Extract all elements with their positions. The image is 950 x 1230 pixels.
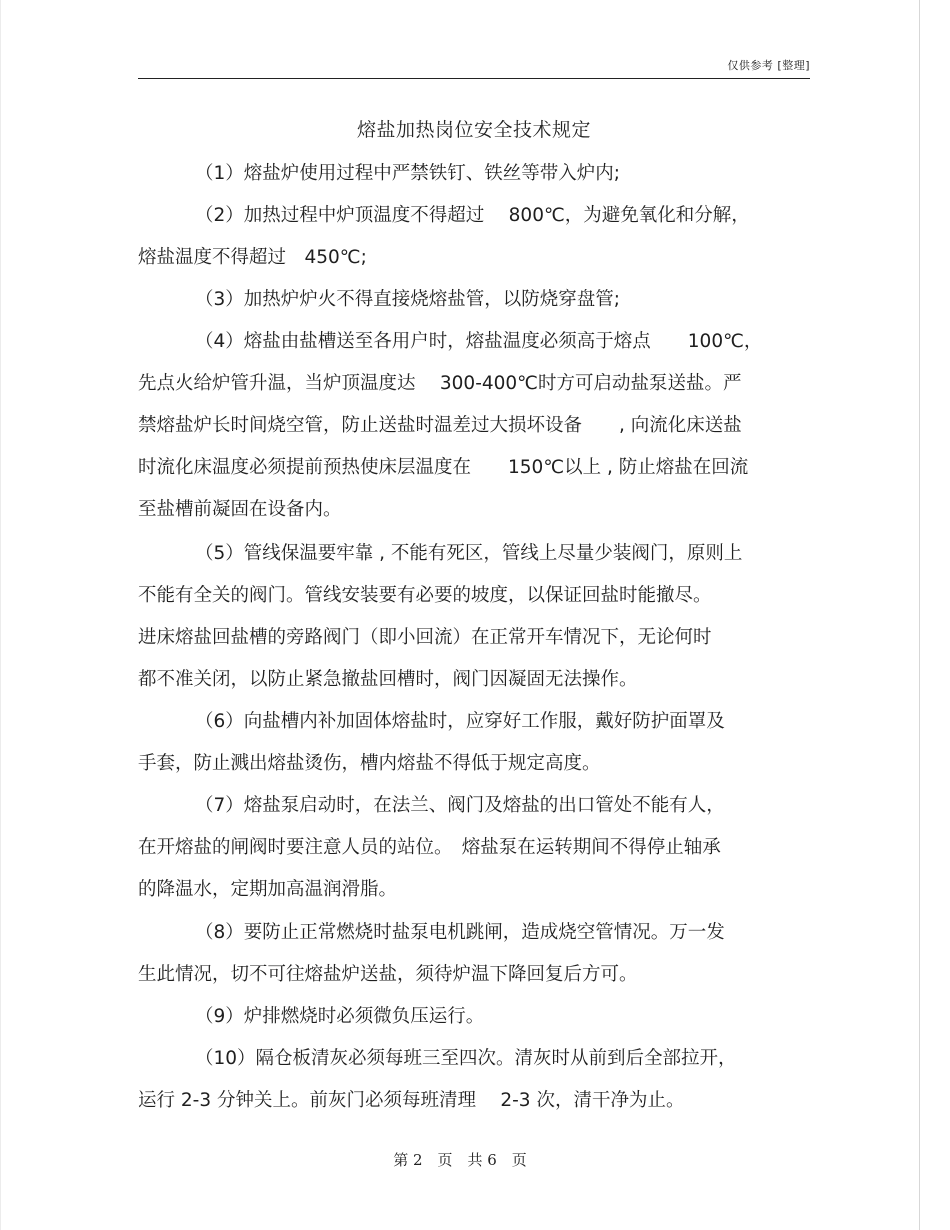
body-line: 至盐槽前凝固在设备内。 [138, 499, 342, 520]
body-line: 不能有全关的阀门。管线安装要有必要的坡度，以保证回盐时能撤尽。 [138, 585, 712, 606]
header-text: 仅供参考 [整理] [727, 59, 810, 72]
page-footer: 第 2 页 共 6 页 [393, 1151, 527, 1169]
body-line: （6）向盐槽内补加固体熔盐时，应穿好工作服，戴好防护面罩及 [195, 711, 725, 732]
body-line: 先点火给炉管升温，当炉顶温度达 300-400℃时方可启动盐泵送盐。严 [138, 373, 742, 394]
body-line: （3）加热炉炉火不得直接烧熔盐管，以防烧穿盘管; [195, 289, 621, 310]
body-line: 手套，防止溅出熔盐烫伤，槽内熔盐不得低于规定高度。 [138, 753, 601, 774]
body-line: （1）熔盐炉使用过程中严禁铁钉、铁丝等带入炉内; [195, 163, 621, 184]
body-line: 禁熔盐炉长时间烧空管，防止送盐时温差过大损坏设备 , 向流化床送盐 [138, 415, 742, 436]
body-line: 的降温水，定期加高温润滑脂。 [138, 879, 398, 900]
body-line: （10）隔仓板清灰必须每班三至四次。清灰时从前到后全部拉开， [195, 1048, 737, 1069]
body-line: 运行 2-3 分钟关上。前灰门必须每班清理 2-3 次，清干净为止。 [138, 1090, 685, 1111]
body-line: 熔盐温度不得超过 450℃; [138, 247, 367, 268]
page-header [138, 56, 810, 79]
body-line: 生此情况，切不可往熔盐炉送盐，须待炉温下降回复后方可。 [138, 964, 638, 985]
body-line: 都不准关闭，以防止紧急撤盐回槽时，阀门因凝固无法操作。 [138, 669, 638, 690]
document-title: 熔盐加热岗位安全技术规定 [356, 119, 591, 141]
body-line: （7）熔盐泵启动时，在法兰、阀门及熔盐的出口管处不能有人， [195, 795, 725, 816]
body-line: （2）加热过程中炉顶温度不得超过 800℃，为避免氧化和分解， [195, 205, 750, 226]
body-line: （8）要防止正常燃烧时盐泵电机跳闸，造成烧空管情况。万一发 [195, 922, 725, 943]
body-line: 时流化床温度必须提前预热使床层温度在 150℃以上 , 防止熔盐在回流 [138, 457, 749, 478]
body-line: 在开熔盐的闸阀时要注意人员的站位。 熔盐泵在运转期间不得停止轴承 [138, 837, 721, 858]
body-line: （4）熔盐由盐槽送至各用户时，熔盐温度必须高于熔点 100℃， [195, 331, 763, 352]
body-line: 进床熔盐回盐槽的旁路阀门（即小回流）在正常开车情况下，无论何时 [138, 627, 712, 648]
body-line: （5）管线保温要牢靠 , 不能有死区，管线上尽量少装阀门，原则上 [195, 543, 743, 564]
body-line: （9）炉排燃烧时必须微负压运行。 [195, 1006, 485, 1027]
